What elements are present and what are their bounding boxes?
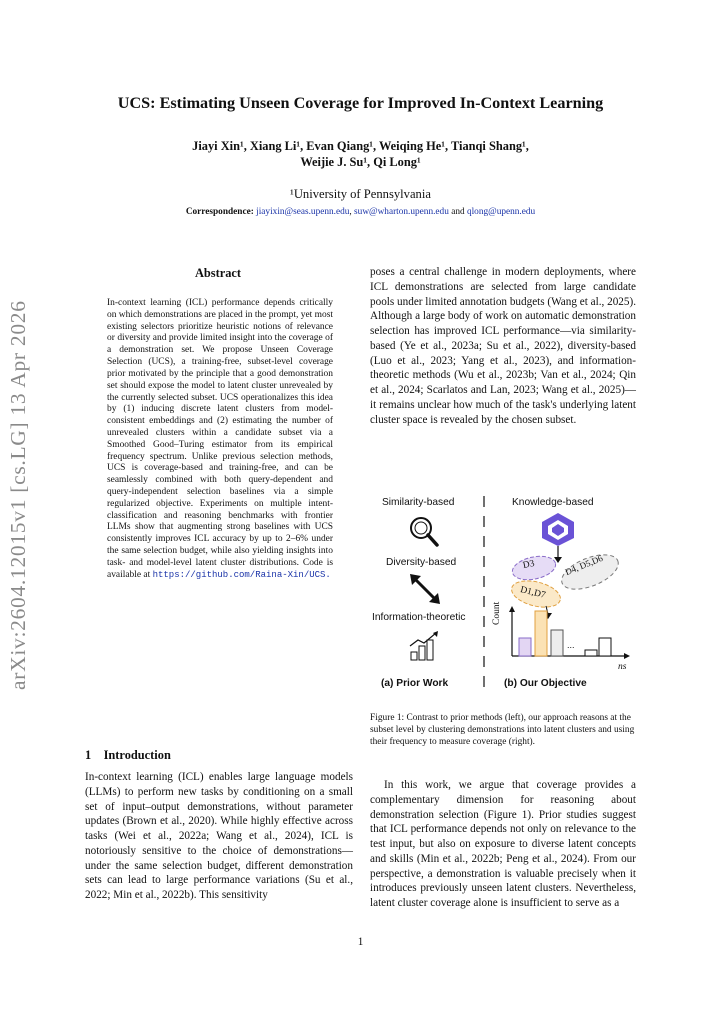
paper-title: UCS: Estimating Unseen Coverage for Improved In-Context Learning <box>117 94 604 112</box>
figure-1 <box>370 492 636 698</box>
email-link-3[interactable]: qlong@upenn.edu <box>466 207 536 217</box>
intro-paragraph-1: In-context learning (ICL) enables large language models (LLMs) to perform new tasks by conditioning on a small set of input–output demonstrations, without parameter updates (Brown et al., 2020). While highly effective across tasks (Wei et al., 2022a; Wang et al., 2024), ICL is notoriously sensitive to the choice of demonstrations—under the same selection budget, different demonstration sets can lead to large performance variations (Su et al., 2022; Min et al., 2022b). This sensitivity <box>85 771 353 901</box>
correspondence-label: Correspondence: <box>185 207 254 217</box>
cluster-label-d3: D3 <box>522 558 536 572</box>
authors-line-2: Weijie J. Su¹, Qi Long¹ <box>300 155 421 169</box>
intro-left-paragraph <box>85 770 353 903</box>
ellipsis-label: ... <box>567 640 575 650</box>
section-heading-introduction <box>85 748 171 763</box>
magnifier-icon <box>406 514 446 550</box>
fig-label-info-theoretic: Information-theoretic <box>372 612 466 623</box>
fig-subcaption-b: (b) Our Objective <box>504 678 587 689</box>
code-link[interactable]: https://github.com/Raina-Xin/UCS. <box>152 569 331 580</box>
arxiv-sidebar-id: arXiv:2604.12015v1 [cs.LG] 13 Apr 2026 <box>6 300 30 690</box>
growth-chart-icon <box>408 630 442 662</box>
correspondence: Correspondence: jiayixin@seas.upenn.edu, suw@wharton.upenn.edu and qlong@upenn.edu <box>185 207 536 217</box>
email-link-2[interactable]: suw@wharton.upenn.edu <box>354 207 449 217</box>
email-and: and <box>451 207 465 217</box>
author-list <box>100 138 621 170</box>
affiliation: ¹University of Pennsylvania <box>290 187 431 201</box>
authors-line-1: Jiayi Xin¹, Xiang Li¹, Evan Qiang¹, Weiqing He¹, Tianqi Shang¹, <box>192 139 529 153</box>
fig-subcaption-a: (a) Prior Work <box>381 678 449 689</box>
figure-divider <box>482 496 486 696</box>
section-number: 1 <box>85 748 92 762</box>
figure-1-caption: Figure 1: Contrast to prior methods (left), our approach reasons at the subset level by clustering demonstrations into latent clusters and using their frequency to measure coverage (right). <box>370 713 635 748</box>
axis-label-ns: ns <box>618 662 627 672</box>
cluster-histogram <box>490 544 630 694</box>
fig-label-similarity: Similarity-based <box>382 497 455 508</box>
abstract-heading: Abstract <box>194 266 242 280</box>
intro-paragraph-2: poses a central challenge in modern deployments, where ICL demonstrations are selected from large candidate pools under limited annotation budgets (Wang et al., 2025). Although a large body of work on automatic demonstration selection has improved ICL performance—via similarity-based (Ye et al., 2023a; Su et al., 2022), diversity-based (Luo et al., 2023; Yang et al., 2023), and information-theoretic methods (Wu et al., 2023b; Van et al., 2024; Qin et al., 2024; Scarlatos and Lan, 2023; Wang et al., 2025)—it remains unclear how much of the task's underlying latent cluster space is revealed by the chosen subset. <box>370 266 636 426</box>
llm-logo-icon <box>540 512 576 546</box>
diagonal-arrow-icon <box>408 572 442 606</box>
intro-right-bottom <box>370 778 636 911</box>
cluster-label-d1-d7: D1,D7 <box>519 585 547 601</box>
intro-paragraph-3: In this work, we argue that coverage provides a complementary dimension for reasoning about demonstration selection (Figure 1). Prior studies suggest that ICL performance depends not only on relevance to the test input, but also on exposure to diverse latent concepts and skills (Min et al., 2022b; Peng et al., 2024). From our perspective, a demonstration is valuable precisely when it introduces previously unseen latent clusters. Nevertheless, latent cluster coverage alone is insufficient to serve as a <box>370 779 636 909</box>
fig-label-knowledge: Knowledge-based <box>512 497 594 508</box>
page-number: 1 <box>357 936 364 948</box>
email-link-1[interactable]: jiayixin@seas.upenn.edu <box>256 207 350 217</box>
section-title: Introduction <box>103 748 171 762</box>
axis-label-count: Count <box>492 601 502 625</box>
cluster-label-d4-d5-d6: D4, D5,D6 <box>563 552 605 578</box>
abstract-text: In-context learning (ICL) performance depends critically on which demonstrations are placed in the prompt, yet most existing selectors prioritize heuristic notions of relevance or diversity and provide limited insight into the coverage of a demonstration set. We propose Unseen Coverage Selection (UCS), a training-free, subset-level coverage prior motivated by the principle that a good demonstration set should expose the model to latent cluster unrevealed by the currently selected subset. UCS operationalizes this idea by (1) inducing discrete latent clusters from model-consistent embeddings and (2) estimating the number of unrevealed clusters within a candidate subset via a Smoothed Good–Turing estimator from its empirical frequency spectrum. Unlike previous selection methods, UCS is coverage-based and training-free, and can be seamlessly combined with both query-dependent and query-independent selection baselines via a simple regularized objective. Experiments on multiple intent-classification and reasoning benchmarks with frontier LLMs show that augmenting strong baselines with UCS consistently improves ICL accuracy by up to 2–6% under the same selection budget, while also yielding insights into task- and model-level latent cluster distributions. Code is available at <box>107 298 333 580</box>
abstract-body <box>107 298 333 582</box>
fig-label-diversity: Diversity-based <box>386 557 457 568</box>
intro-right-top <box>370 265 636 427</box>
